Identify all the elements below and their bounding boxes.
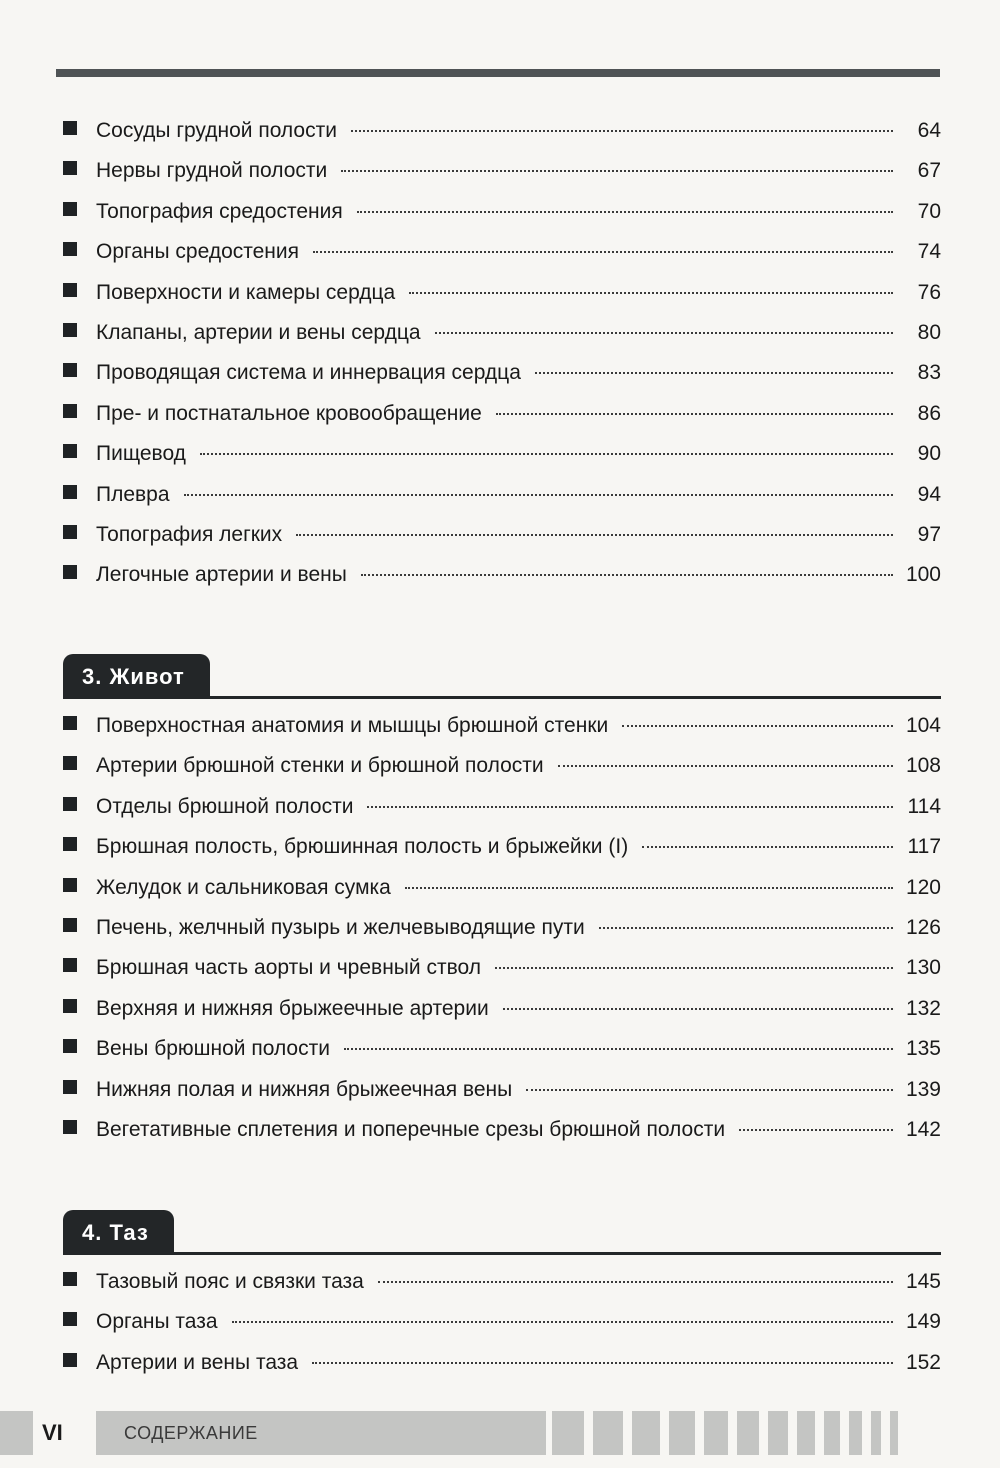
bullet-icon [63,716,77,730]
toc-entry[interactable] [63,480,941,520]
entry-title: Поверхности и камеры сердца [96,280,396,304]
page-number: 80 [917,320,941,344]
dot-leader [313,251,893,253]
footer-page-number: VI [42,1420,63,1445]
toc-entry[interactable] [63,1115,941,1155]
page-number: 83 [917,361,941,385]
footer-bar [0,1411,33,1455]
page-number: 139 [905,1077,941,1101]
footer-stripe [768,1411,788,1455]
dot-leader [409,292,893,294]
entry-title: Органы средостения [96,240,300,264]
page-footer [0,1411,1000,1455]
toc-entry[interactable] [63,994,941,1034]
page-number: 130 [905,956,941,980]
page-number: 86 [917,401,941,425]
bullet-icon [63,918,77,932]
toc-entry[interactable] [63,278,941,318]
footer-stripe [849,1411,862,1455]
bullet-icon [63,404,77,418]
toc-entry[interactable] [63,1034,941,1074]
dot-leader [361,574,893,576]
bullet-icon [63,797,77,811]
section-title[interactable]: 3. Живот [63,654,210,699]
dot-leader [405,887,893,889]
entry-title: Верхняя и нижняя брыжеечные артерии [96,996,489,1020]
bullet-icon [63,999,77,1013]
page-number: 94 [917,482,941,506]
toc-list-pelvis [63,1267,941,1388]
dot-leader [622,725,893,727]
top-rule [56,69,940,77]
dot-leader [599,927,893,929]
bullet-icon [63,1120,77,1134]
toc-entry[interactable] [63,953,941,993]
footer-stripe [669,1411,695,1455]
dot-leader [200,453,893,455]
dot-leader [296,534,893,536]
dot-leader [367,806,893,808]
page-number: 145 [905,1270,941,1293]
entry-title: Артерии брюшной стенки и брюшной полости [96,754,544,778]
toc-entry[interactable] [63,1348,941,1388]
bullet-icon [63,444,77,458]
page-number: 97 [917,522,941,546]
footer-stripe [824,1411,840,1455]
bullet-icon [63,878,77,892]
dot-leader [503,1008,893,1010]
toc-entry[interactable] [63,439,941,479]
toc-entry[interactable] [63,156,941,196]
bullet-icon [63,756,77,770]
entry-title: Нервы грудной полости [96,159,328,183]
footer-stripe [797,1411,815,1455]
entry-title: Топография легких [96,522,283,546]
entry-title: Сосуды грудной полости [96,119,337,142]
dot-leader [739,1129,893,1131]
bullet-icon [63,1039,77,1053]
bullet-icon [63,525,77,539]
footer-stripe [704,1411,728,1455]
entry-title: Вегетативные сплетения и поперечные срезы брюшной полости [96,1117,726,1141]
entry-title: Брюшная часть аорты и чревный ствол [96,956,481,980]
dot-leader [526,1089,893,1091]
page-number: 67 [917,159,941,183]
bullet-icon [63,202,77,216]
toc-entry[interactable] [63,873,941,913]
entry-title: Топография средостения [96,199,343,223]
bullet-icon [63,363,77,377]
bullet-icon [63,485,77,499]
section-header-pelvis [63,1210,941,1255]
dot-leader [496,413,893,415]
entry-title: Плевра [96,482,170,506]
dot-leader [312,1362,893,1364]
dot-leader [351,130,893,132]
entry-title: Тазовый пояс и связки таза [96,1270,364,1293]
footer-stripe [737,1411,759,1455]
toc-entry[interactable] [63,1267,941,1307]
page-number: 74 [917,240,941,264]
entry-title: Вены брюшной полости [96,1037,330,1061]
toc-entry[interactable] [63,560,941,600]
bullet-icon [63,958,77,972]
toc-entry[interactable] [63,358,941,398]
entry-title: Пищевод [96,442,186,466]
dot-leader [184,494,893,496]
bullet-icon [63,1312,77,1326]
toc-list-abdomen [63,711,941,1155]
bullet-icon [63,161,77,175]
footer-stripe [871,1411,881,1455]
entry-title: Пре- и постнатальное кровообращение [96,401,482,425]
toc-entry[interactable] [63,520,941,560]
dot-leader [642,846,893,848]
toc-entry[interactable] [63,913,941,953]
dot-leader [558,765,893,767]
bullet-icon [63,1080,77,1094]
dot-leader [378,1281,893,1283]
bullet-icon [63,1272,77,1286]
page-number: 70 [917,199,941,223]
toc-list-thorax [63,116,941,601]
page-number: 108 [905,754,941,778]
toc-entry[interactable] [63,832,941,872]
footer-stripe [593,1411,623,1455]
bullet-icon [63,1353,77,1367]
entry-title: Проводящая система и иннервация сердца [96,361,521,385]
bullet-icon [63,121,77,135]
page-number: 120 [905,875,941,899]
bullet-icon [63,283,77,297]
bullet-icon [63,565,77,579]
section-header-abdomen [63,654,941,699]
toc-entry[interactable] [63,792,941,832]
section-title[interactable]: 4. Таз [63,1210,174,1255]
dot-leader [435,332,893,334]
dot-leader [357,211,893,213]
toc-entry[interactable] [63,1307,941,1347]
entry-title: Брюшная полость, брюшинная полость и брыжейки (I) [96,835,629,859]
dot-leader [341,170,893,172]
toc-entry[interactable] [63,197,941,237]
footer-stripe [890,1411,898,1455]
page-number: 76 [917,280,941,304]
page-number: 142 [905,1117,941,1141]
entry-title: Нижняя полая и нижняя брыжеечная вены [96,1077,513,1101]
footer-label: СОДЕРЖАНИЕ [124,1423,258,1443]
toc-entry[interactable] [63,751,941,791]
page-number: 64 [917,119,941,142]
dot-leader [535,372,893,374]
bullet-icon [63,242,77,256]
toc-entry[interactable] [63,399,941,439]
dot-leader [232,1321,893,1323]
entry-title: Органы таза [96,1310,218,1334]
page-number: 132 [905,996,941,1020]
page-number: 152 [905,1350,941,1374]
entry-title: Артерии и вены таза [96,1350,299,1374]
page-number: 114 [907,794,941,818]
page-number: 126 [905,915,941,939]
section-rule [63,1252,941,1255]
page-number: 90 [917,442,941,466]
bullet-icon [63,323,77,337]
footer-stripe [552,1411,584,1455]
entry-title: Поверхностная анатомия и мышцы брюшной стенки [96,714,609,737]
bullet-icon [63,837,77,851]
footer-stripes [552,1411,898,1455]
toc-entry[interactable] [63,1075,941,1115]
page-number: 104 [905,714,941,737]
toc-entry[interactable] [63,711,941,751]
toc-entry[interactable] [63,318,941,358]
dot-leader [495,967,893,969]
entry-title: Клапаны, артерии и вены сердца [96,320,421,344]
toc-entry[interactable] [63,237,941,277]
page-number: 117 [907,835,941,859]
entry-title: Печень, желчный пузырь и желчевыводящие пути [96,915,585,939]
page-number: 100 [905,563,941,587]
toc-entry[interactable] [63,116,941,156]
page-number: 149 [905,1310,941,1334]
entry-title: Отделы брюшной полости [96,794,354,818]
entry-title: Желудок и сальниковая сумка [96,875,391,899]
dot-leader [344,1048,893,1050]
page-number: 135 [905,1037,941,1061]
entry-title: Легочные артерии и вены [96,563,347,587]
footer-stripe [632,1411,660,1455]
